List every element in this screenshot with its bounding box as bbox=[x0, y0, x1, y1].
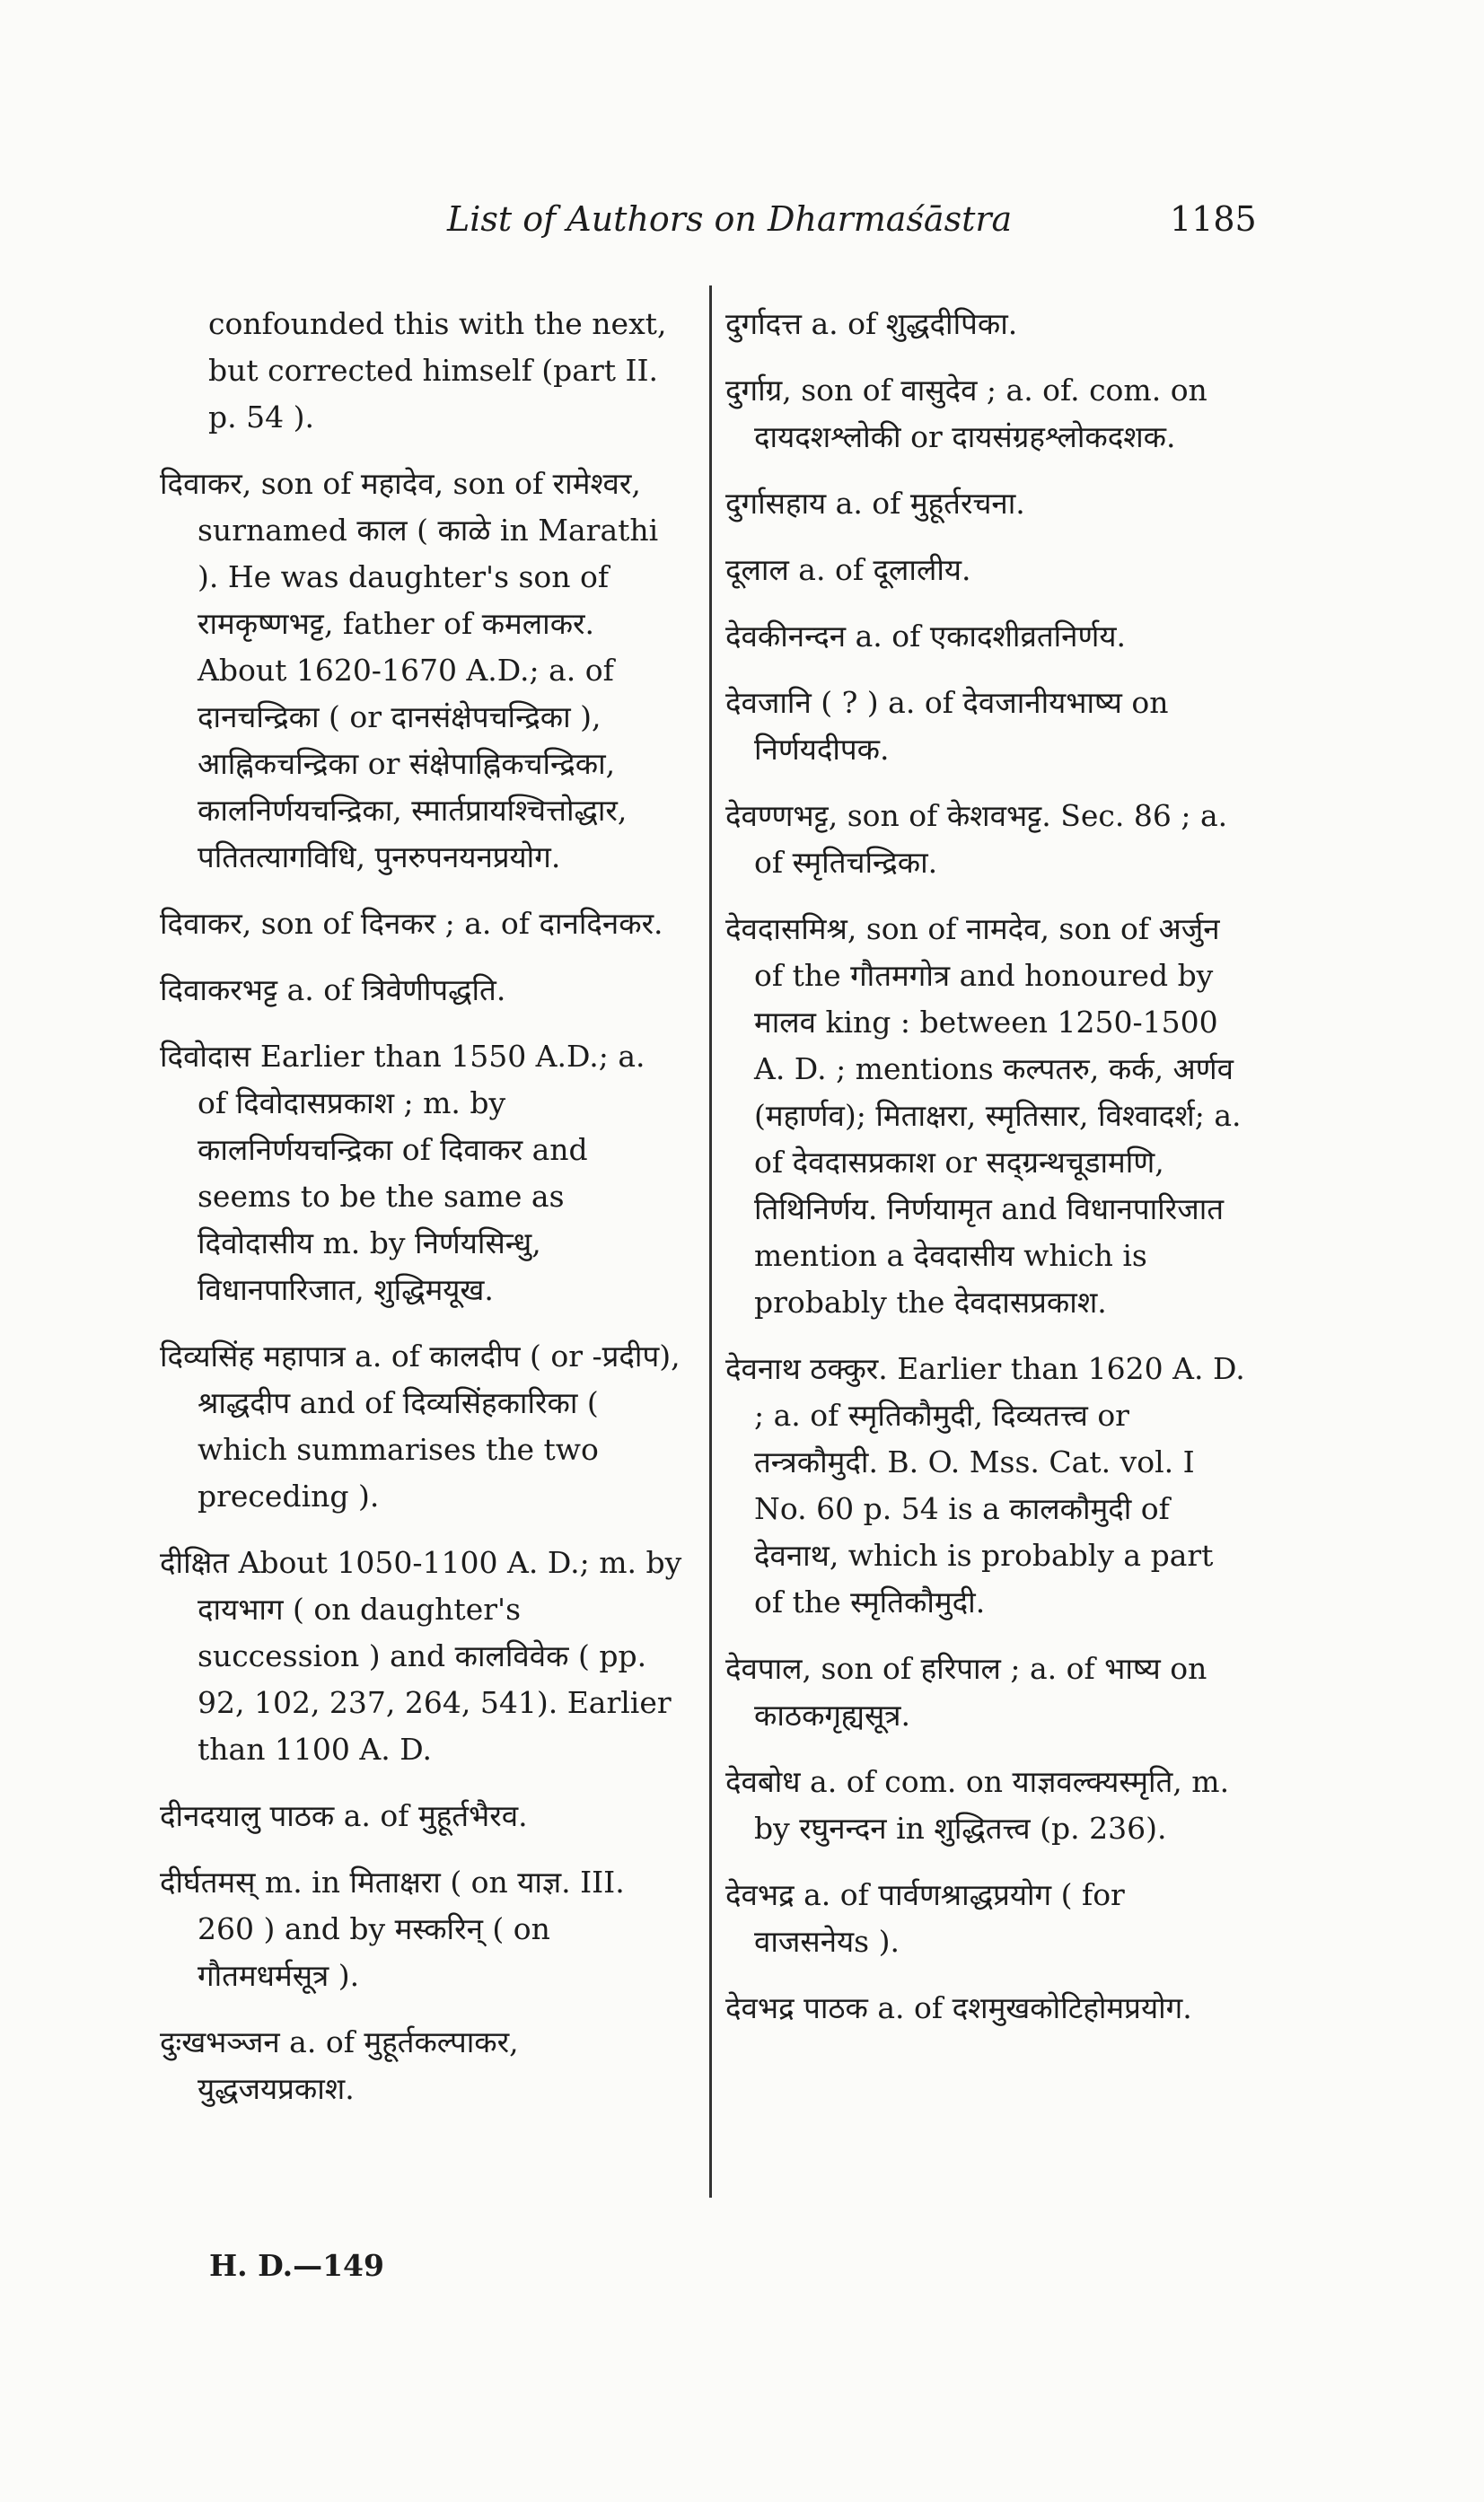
list-item: देवण्णभट्ट, son of केशवभट्ट. Sec. 86 ; a. of स्मृतिचन्द्रिका. bbox=[725, 798, 1228, 880]
list-item: देवदासमिश्र, son of नामदेव, son of अर्जुन of the गौतमगोत्र and honoured by मालव king : between 1250-1500 A. D. ; mentions कल्पतरु, कर्क, अर्णव (महार्णव); मिताक्षरा, स्मृतिसार, विश्वादर्श; a. of देवदासप्रकाश or सद्ग्रन्थचूडामणि, तिथिनिर्णय. निर्णयामृत and विधानपारिजात mention a देवदासीय which is probably the देवदासप्रकाश. bbox=[725, 911, 1242, 1320]
list-item: दिवाकर, son of महादेव, son of रामेश्वर, surnamed काल ( काळे in Marathi ). He was daughter's son of रामकृष्णभट्ट, father of कमलाकर. About 1620-1670 A.D.; a. of दानचन्द्रिका ( or दानसंक्षेपचन्द्रिका ), आह्निकचन्द्रिका or संक्षेपाह्निकचन्द्रिका, कालनिर्णयचन्द्रिका, स्मार्तप्रायश्चित्तोद्धार, पतितत्यागविधि, पुनरुपनयनप्रयोग. bbox=[160, 466, 659, 874]
running-title: List of Authors on Dharmaśāstra bbox=[447, 199, 1013, 239]
list-item: देवपाल, son of हरिपाल ; a. of भाष्य on काठकगृह्यसूत्र. bbox=[725, 1651, 1207, 1733]
left-column bbox=[160, 301, 682, 2132]
list-item: दिव्यसिंह महापात्र a. of कालदीप ( or -प्रदीप), श्राद्धदीप and of दिव्यसिंहकारिका ( which summarises the two preceding ). bbox=[160, 1339, 681, 1514]
list-item: दिवाकरभट्ट a. of त्रिवेणीपद्धति. bbox=[160, 972, 506, 1007]
list-item: देवभद्र पाठक a. of दशमुखकोटिहोमप्रयोग. bbox=[725, 1990, 1192, 2025]
column-divider bbox=[709, 285, 712, 2198]
list-item: दुःखभञ्जन a. of मुहूर्तकल्पाकर, युद्धजयप्रकाश. bbox=[160, 2024, 519, 2106]
page-header bbox=[0, 199, 1484, 253]
right-column bbox=[725, 301, 1246, 2051]
list-item: दुर्गाग्र, son of वासुदेव ; a. of. com. on दायदशश्लोकी or दायसंग्रहश्लोकदशक. bbox=[725, 373, 1207, 454]
list-item: दीनदयालु पाठक a. of मुहूर्तभैरव. bbox=[160, 1798, 528, 1833]
list-item: दुर्गादत्त a. of शुद्धदीपिका. bbox=[725, 306, 1018, 341]
list-item: देवजानि ( ? ) a. of देवजानीयभाष्य on निर्णयदीपक. bbox=[725, 685, 1169, 767]
list-item: दुर्गासहाय a. of मुहूर्तरचना. bbox=[725, 486, 1025, 521]
list-item: देवभद्र a. of पार्वणश्राद्धप्रयोग ( for वाजसनेयs ). bbox=[725, 1877, 1125, 1959]
list-item: दिवाकर, son of दिनकर ; a. of दानदिनकर. bbox=[160, 906, 663, 941]
list-item: दीक्षित About 1050-1100 A. D.; m. by दायभाग ( on daughter's succession ) and कालविवेक ( pp. 92, 102, 237, 264, 541). Earlier than 1100 A. D. bbox=[160, 1545, 682, 1767]
footer-signature: H. D.—149 bbox=[209, 2248, 384, 2283]
list-item: दीर्घतमस् m. in मिताक्षरा ( on याज्ञ. III. 260 ) and by मस्करिन् ( on गौतमधर्मसूत्र ). bbox=[160, 1865, 625, 1993]
page-number: 1185 bbox=[1170, 199, 1257, 239]
list-item: confounded this with the next, but corrected himself (part II. p. 54 ). bbox=[208, 306, 667, 435]
list-item: दिवोदास Earlier than 1550 A.D.; a. of दिवोदासप्रकाश ; m. by कालनिर्णयचन्द्रिका of दिवाकर and seems to be the same as दिवोदासीय m. by निर्णयसिन्धु, विधानपारिजात, शुद्धिमयूख. bbox=[160, 1039, 645, 1307]
list-item: देवकीनन्दन a. of एकादशीव्रतनिर्णय. bbox=[725, 619, 1126, 654]
list-item: दूलाल a. of दूलालीय. bbox=[725, 552, 971, 587]
list-item: देवनाथ ठक्कुर. Earlier than 1620 A. D. ; a. of स्मृतिकौमुदी, दिव्यतत्त्व or तन्त्रकौमुदी. B. O. Mss. Cat. vol. I No. 60 p. 54 is a कालकौमुदी of देवनाथ, which is probably a part of the स्मृतिकौमुदी. bbox=[725, 1351, 1245, 1620]
list-item: देवबोध a. of com. on याज्ञवल्क्यस्मृति, m. by रघुनन्दन in शुद्धितत्त्व (p. 236). bbox=[725, 1764, 1230, 1846]
